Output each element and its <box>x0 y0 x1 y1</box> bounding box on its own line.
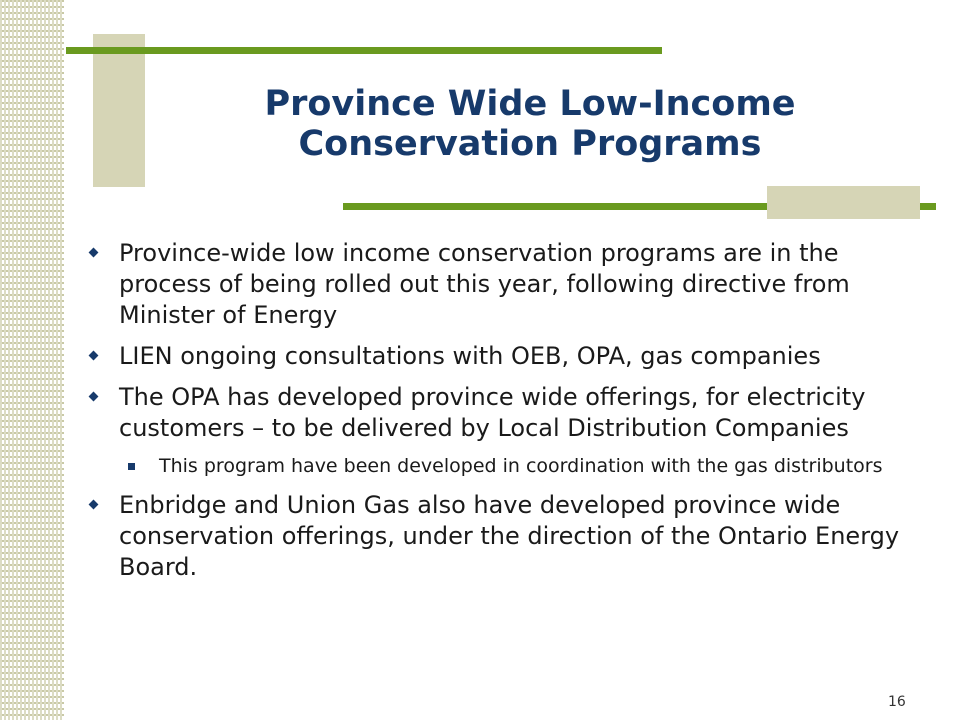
bullet-text: The OPA has developed province wide offerings, for electricity customers – to be delivered by Local Distribution Companies <box>119 383 866 442</box>
slide-content <box>86 238 906 583</box>
bullet-item <box>86 238 906 331</box>
diamond-bullet-icon <box>89 248 99 258</box>
bullet-text: Enbridge and Union Gas also have developed province wide conservation offerings, under the direction of the Ontario Energy Board. <box>119 491 900 581</box>
bullet-text: LIEN ongoing consultations with OEB, OPA, gas companies <box>119 342 821 370</box>
bullet-item <box>86 490 906 583</box>
decorative-bar-top <box>66 47 662 54</box>
decorative-block-bottom <box>767 186 920 219</box>
sub-bullet-item <box>86 454 906 478</box>
diamond-bullet-icon <box>89 351 99 361</box>
diamond-bullet-icon <box>89 392 99 402</box>
bullet-item <box>86 341 906 372</box>
title-line-1: Province Wide Low-Income <box>264 84 796 124</box>
page-number: 16 <box>888 694 906 710</box>
square-bullet-icon <box>128 463 135 470</box>
diamond-bullet-icon <box>89 500 99 510</box>
slide-title <box>150 84 910 164</box>
decorative-block-top <box>93 34 145 187</box>
bullet-item <box>86 382 906 444</box>
title-line-2: Conservation Programs <box>298 124 762 164</box>
bullet-text: Province-wide low income conservation programs are in the process of being rolled out this year, following directive from Minister of Energy <box>119 239 850 329</box>
sub-bullet-text: This program have been developed in coordination with the gas distributors <box>159 455 883 477</box>
decorative-stripes <box>0 0 64 720</box>
